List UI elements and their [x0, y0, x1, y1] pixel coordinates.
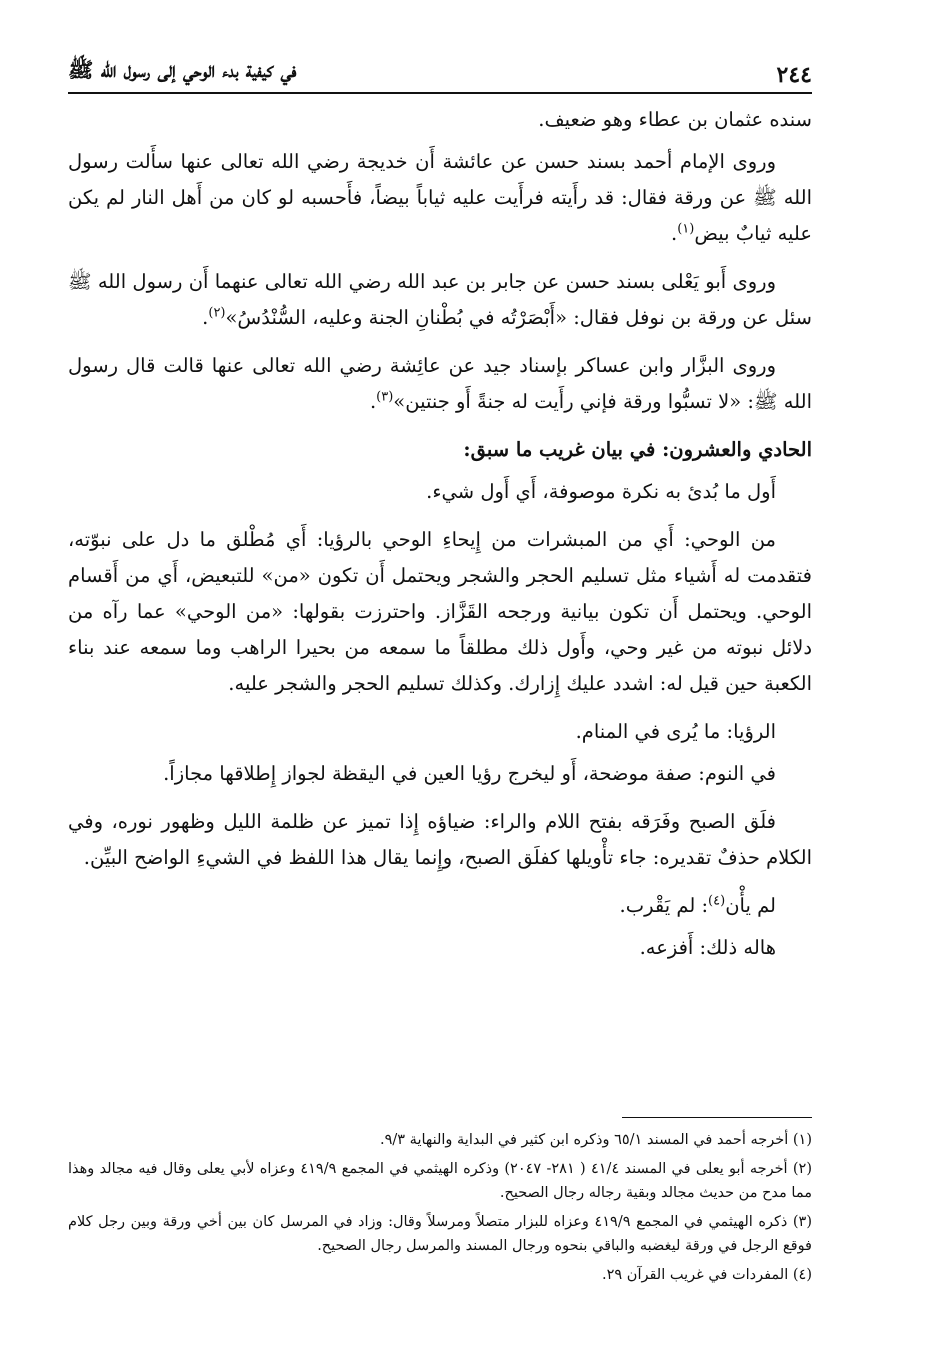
page-header — [68, 48, 812, 94]
paragraph-2-end: . — [671, 222, 678, 245]
footnote-4: (٤) المفردات في غريب القرآن ٢٩. — [602, 1267, 812, 1283]
footnote-1: (١) أخرجه أحمد في المسند ٦٥/١ وذكره ابن كثير في البداية والنهاية ٩/٣. — [380, 1132, 812, 1148]
paragraph-5: أَول ما بُدئ به نكرة موصوفة، أَي أَول شيء. — [426, 480, 776, 503]
section-heading: الحادي والعشرون: في بيان غريب ما سبق: — [463, 438, 812, 461]
main-text — [68, 102, 812, 972]
paragraph-2 — [68, 144, 812, 252]
paragraph-10-gloss: : لم يَقْرب. — [619, 894, 709, 917]
footnote-2: (٢) أخرجه أبو يعلى في المسند ٤١/٤ ( ٢٨١- ٢٠٤٧) وذكره الهيثمي في المجمع ٤١٩/٩ وعزاه لأبي يعلى وقال فيه مجالد وهذا مما مدح من حديث مجالد وبقية رجاله رجال الصحيح. — [68, 1161, 812, 1201]
paragraph-4-text: وروى البزَّار وابن عساكر بإسناد جيد عن عائِشة رضي الله تعالى عنها قالت قال رسول الله ﷺ: «لا تسبُّوا ورقة فإني رأَيت له جنةً أَو جنتين» — [68, 354, 812, 413]
paragraph-4 — [68, 348, 812, 420]
paragraph-3-text: وروى أَبو يَعْلى بسند حسن عن جابر بن عبد الله رضي الله تعالى عنهما أَن رسول الله ﷺ سئل عن ورقة بن نوفل فقال: «أَبْصَرْتُه في بُطْنانِ الجنة وعليه، السُّنْدُسُ» — [68, 270, 812, 329]
footnote-ref-1[interactable]: (١) — [677, 221, 695, 237]
paragraph-7: الرؤيا: ما يُرى في المنام. — [575, 720, 776, 743]
paragraph-8: في النوم: صفة موضحة، أَو ليخرج رؤيا العين في اليقظة لجواز إِطلاقها مجازاً. — [163, 762, 776, 785]
paragraph-6: من الوحي: أَي من المبشرات من إِيحاءِ الوحي بالرؤيا: أَي مُطْلق ما دل على نبوّته، فتقدمت له أَشياء مثل تسليم الحجر والشجر ويحتمل أَن تكون «من» للتبعيض، أَي من أَقسام الوحي. ويحتمل أَن تكون بيانية ورجحه القَزَّاز. واحترزت بقولها: «من الوحي» عما رآه من دلائل نبوته من غير وحي، وأَول ذلك مطلقاً ما سمعه من بحيرا الراهب وما سمعه عند بناء الكعبة حين قيل له: اشدد عليك إِزارك. وكذلك تسليم الحجر والشجر عليه. — [68, 528, 812, 695]
footnote-ref-4[interactable]: (٤) — [708, 893, 726, 909]
paragraph-11: هاله ذلك: أَفزعه. — [639, 936, 776, 959]
paragraph-3 — [68, 264, 812, 336]
paragraph-10-term: لم يأْن — [725, 894, 776, 917]
paragraph-9: فلَق الصبح وفَرَقه بفتح اللام والراء: ضياؤه إِذا تميز عن ظلمة الليل وظهور نوره، وفي الكلام حذفٌ تقديره: جاء تأْويلها كفلَق الصبح، وإِنما يقال هذا اللفظ في الشيءِ الواضح البيِّن. — [68, 810, 812, 869]
footnote-ref-3[interactable]: (٣) — [376, 389, 394, 405]
footnotes — [68, 1128, 812, 1292]
running-title: في كيفية بدء الوحي إلى رسول الله ﷺ — [68, 57, 297, 82]
paragraph-2-text: وروى الإمام أحمد بسند حسن عن عائشة أَن خديجة رضي الله تعالى عنها سأَلت رسول الله ﷺ عن ورقة فقال: قد رأَيته فرأَيت عليه ثياباً بيضاً، فأَحسبه لو كان من أَهل النار لم يكن عليه ثيابٌ بيض — [68, 150, 812, 245]
paragraph-4-end: . — [369, 390, 377, 413]
page-number: ٢٤٤ — [776, 62, 812, 88]
footnote-3: (٣) ذكره الهيثمي في المجمع ٤١٩/٩ وعزاه للبزار متصلاً ومرسلاً وقال: وزاد في المرسل كان بين أخي ورقة وبين رجل كلام فوقع الرجل في ورقة ليغضبه والباقي بنحوه ورجال المسند والمرسل رجال الصحيح. — [68, 1214, 812, 1254]
footnote-divider — [622, 1117, 812, 1118]
footnote-ref-2[interactable]: (٢) — [208, 305, 226, 321]
paragraph-10 — [68, 888, 812, 924]
paragraph-1: سنده عثمان بن عطاء وهو ضعيف. — [538, 108, 812, 131]
paragraph-3-end: . — [202, 306, 209, 329]
